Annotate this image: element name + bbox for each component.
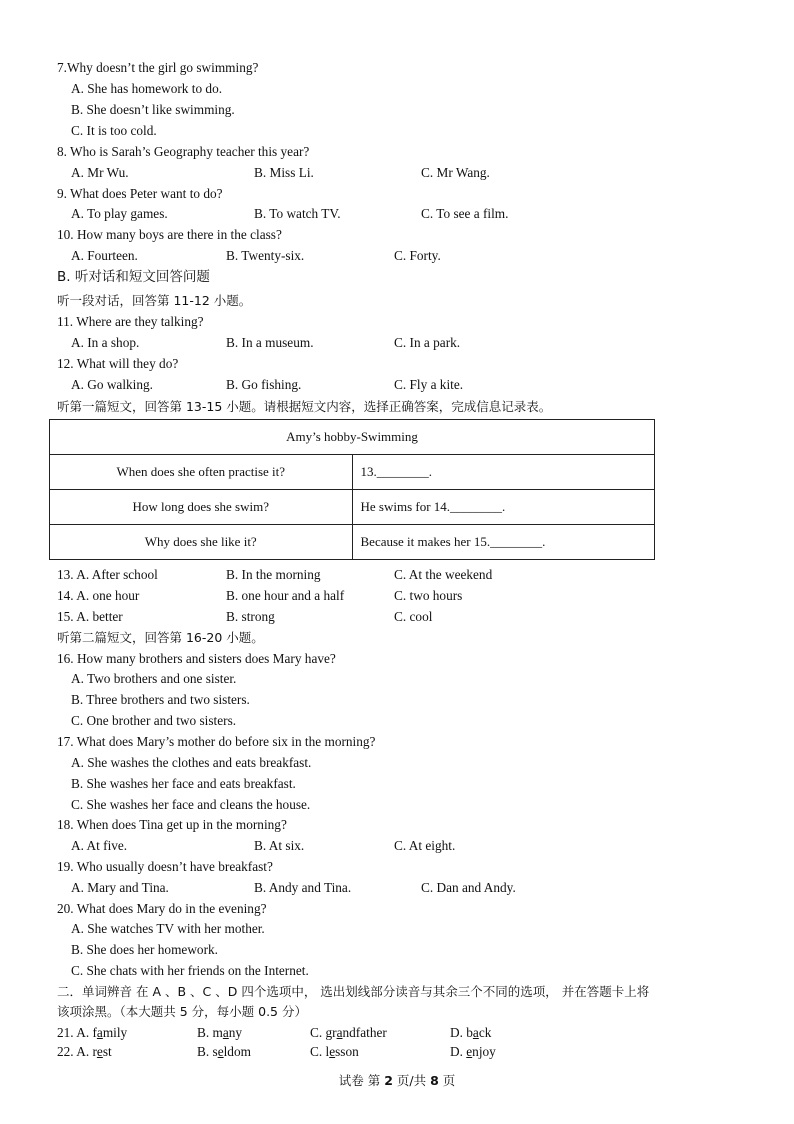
underlined-letter: e: [96, 1044, 103, 1059]
table-row: [50, 525, 655, 560]
passage-2-instruction: 听第二篇短文，回答第 16-20 小题。: [57, 630, 264, 645]
q9-option-a: A. To play games.: [71, 206, 168, 221]
q10-option-b: B. Twenty-six.: [226, 248, 305, 263]
table-answer-cell: 13.________.: [352, 455, 655, 490]
q16-option-c: C. One brother and two sisters.: [71, 713, 237, 728]
table-header: Amy’s hobby-Swimming: [50, 420, 655, 455]
q17-option-a: A. She washes the clothes and eats breakfast.: [71, 755, 312, 770]
q10-option-a: A. Fourteen.: [71, 248, 138, 263]
question-7: 7.Why doesn’t the girl go swimming?: [57, 60, 259, 75]
underlined-letter: e: [466, 1044, 473, 1059]
q14-option-b: B. one hour and a half: [226, 588, 345, 603]
q22-option-b: B. seldom: [197, 1044, 251, 1059]
q7-option-c: C. It is too cold.: [71, 123, 157, 138]
q20-option-a: A. She watches TV with her mother.: [71, 921, 265, 936]
q9-option-c: C. To see a film.: [421, 206, 509, 221]
part-2-instruction-cont: 该项涂黑。（本大题共 5 分，每小题 0.5 分）: [57, 1004, 307, 1019]
question-16: 16. How many brothers and sisters does Mary have?: [57, 651, 336, 666]
q22-option-d: D. enjoy: [450, 1044, 496, 1059]
q16-option-b: B. Three brothers and two sisters.: [71, 692, 250, 707]
question-11: 11. Where are they talking?: [57, 314, 204, 329]
passage-1-instruction: 听第一篇短文，回答第 13-15 小题。请根据短文内容，选择正确答案，完成信息记录表。: [57, 399, 552, 414]
question-17: 17. What does Mary’s mother do before six in the morning?: [57, 734, 376, 749]
q7-option-a: A. She has homework to do.: [71, 81, 223, 96]
table-answer-cell: Because it makes her 15.________.: [352, 525, 655, 560]
q12-option-c: C. Fly a kite.: [394, 377, 464, 392]
q15-option-a: 15. A. better: [57, 609, 123, 624]
q18-option-a: A. At five.: [71, 838, 128, 853]
dialog-instruction: 听一段对话，回答第 11-12 小题。: [57, 293, 252, 308]
q21-option-a: 21. A. family: [57, 1025, 128, 1040]
q15-option-c: C. cool: [394, 609, 433, 624]
table-question-cell: How long does she swim?: [50, 490, 353, 525]
current-page-number: 2: [384, 1073, 393, 1088]
q11-option-b: B. In a museum.: [226, 335, 314, 350]
q14-option-a: 14. A. one hour: [57, 588, 140, 603]
table-answer-cell: He swims for 14.________.: [352, 490, 655, 525]
q20-option-c: C. She chats with her friends on the Internet.: [71, 963, 309, 978]
q16-option-a: A. Two brothers and one sister.: [71, 671, 237, 686]
info-record-table: [49, 419, 655, 560]
q22-option-c: C. lesson: [310, 1044, 359, 1059]
underlined-letter: a: [222, 1025, 229, 1040]
q18-option-b: B. At six.: [254, 838, 305, 853]
table-row: [50, 490, 655, 525]
q8-option-b: B. Miss Li.: [254, 165, 314, 180]
q19-option-c: C. Dan and Andy.: [421, 880, 516, 895]
q12-option-b: B. Go fishing.: [226, 377, 302, 392]
table-question-cell: Why does she like it?: [50, 525, 353, 560]
q15-option-b: B. strong: [226, 609, 275, 624]
question-9: 9. What does Peter want to do?: [57, 186, 223, 201]
underlined-letter: a: [96, 1025, 103, 1040]
q13-option-b: B. In the morning: [226, 567, 321, 582]
q9-option-b: B. To watch TV.: [254, 206, 341, 221]
question-18: 18. When does Tina get up in the morning?: [57, 817, 287, 832]
q17-option-b: B. She washes her face and eats breakfast.: [71, 776, 296, 791]
underlined-letter: e: [329, 1044, 336, 1059]
q18-option-c: C. At eight.: [394, 838, 456, 853]
question-8: 8. Who is Sarah’s Geography teacher this year?: [57, 144, 310, 159]
total-page-count: 8: [430, 1073, 439, 1088]
question-20: 20. What does Mary do in the evening?: [57, 901, 267, 916]
question-19: 19. Who usually doesn’t have breakfast?: [57, 859, 273, 874]
q20-option-b: B. She does her homework.: [71, 942, 218, 957]
q8-option-c: C. Mr Wang.: [421, 165, 490, 180]
q13-option-c: C. At the weekend: [394, 567, 493, 582]
page-footer: 试卷 第 2 页/共 8 页: [338, 1073, 456, 1088]
q11-option-c: C. In a park.: [394, 335, 461, 350]
section-b-title: B. 听对话和短文回答问题: [57, 269, 210, 285]
q7-option-b: B. She doesn’t like swimming.: [71, 102, 235, 117]
q17-option-c: C. She washes her face and cleans the house.: [71, 797, 311, 812]
q19-option-b: B. Andy and Tina.: [254, 880, 352, 895]
table-row: [50, 455, 655, 490]
underlined-letter: e: [217, 1044, 224, 1059]
q21-option-c: C. grandfather: [310, 1025, 387, 1040]
q22-option-a: 22. A. rest: [57, 1044, 112, 1059]
question-10: 10. How many boys are there in the class?: [57, 227, 282, 242]
underlined-letter: a: [472, 1025, 479, 1040]
table-question-cell: When does she often practise it?: [50, 455, 353, 490]
q21-option-b: B. many: [197, 1025, 243, 1040]
q8-option-a: A. Mr Wu.: [71, 165, 129, 180]
q11-option-a: A. In a shop.: [71, 335, 140, 350]
q10-option-c: C. Forty.: [394, 248, 441, 263]
q13-option-a: 13. A. After school: [57, 567, 158, 582]
underlined-letter: a: [336, 1025, 343, 1040]
part-2-instruction: 二．单词辨音 在 A 、B 、C 、D 四个选项中， 选出划线部分读音与其余三个不同的选项， 并在答题卡上将: [57, 984, 650, 999]
q21-option-d: D. back: [450, 1025, 492, 1040]
q19-option-a: A. Mary and Tina.: [71, 880, 169, 895]
question-12: 12. What will they do?: [57, 356, 179, 371]
q12-option-a: A. Go walking.: [71, 377, 153, 392]
q14-option-c: C. two hours: [394, 588, 463, 603]
